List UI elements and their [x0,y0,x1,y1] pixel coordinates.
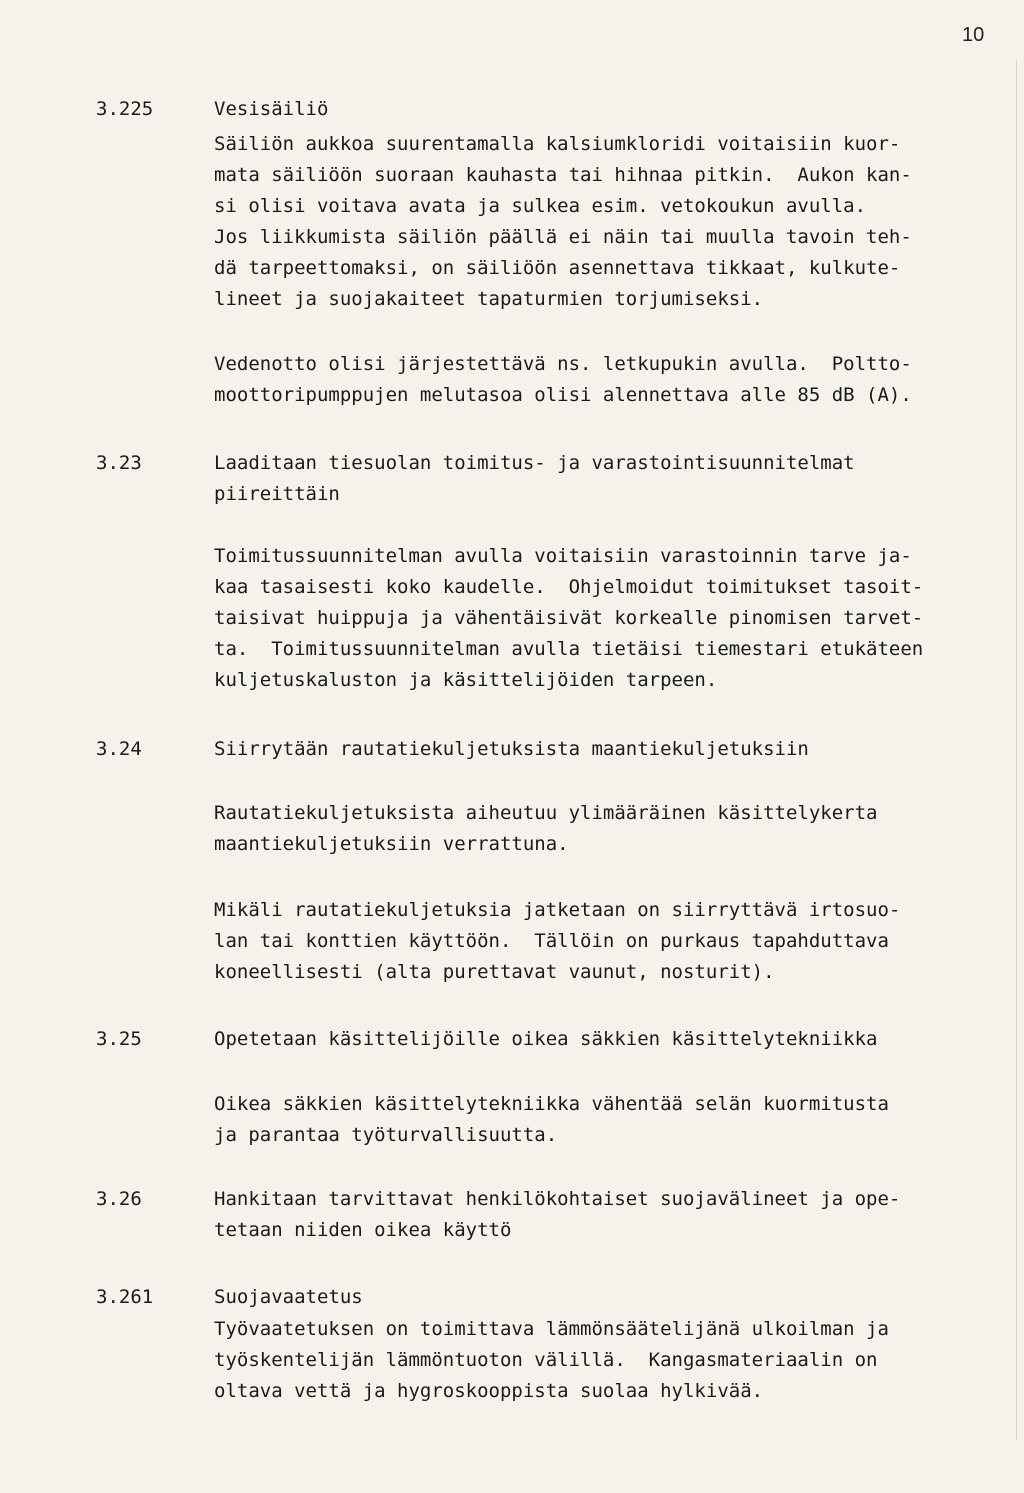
section-number: 3.225 [96,98,154,120]
paragraph-line: si olisi voitava avata ja sulkea esim. vetokoukun avulla. [214,195,867,217]
paragraph-line: kaa tasaisesti koko kaudelle. Ohjelmoidut toimitukset tasoit- [214,576,924,598]
paragraph-line: koneellisesti (alta purettavat vaunut, nosturit). [214,961,775,983]
section-heading: piireittäin [214,483,340,505]
paragraph-line: Säiliön aukkoa suurentamalla kalsiumkloridi voitaisiin kuor- [214,133,901,155]
section-number: 3.261 [96,1286,154,1308]
paragraph-line: työskentelijän lämmöntuoton välillä. Kangasmateriaalin on [214,1349,878,1371]
page-number: 10 [962,24,985,46]
paragraph-line: Vedenotto olisi järjestettävä ns. letkupukin avulla. Poltto- [214,353,912,375]
section-heading: Siirrytään rautatiekuljetuksista maantiekuljetuksiin [214,738,809,760]
section-number: 3.26 [96,1188,142,1210]
paragraph-line: maantiekuljetuksiin verrattuna. [214,833,569,855]
section-number: 3.24 [96,738,142,760]
section-heading: Laaditaan tiesuolan toimitus- ja varastointisuunnitelmat [214,452,855,474]
paragraph-line: lineet ja suojakaiteet tapaturmien torjumiseksi. [214,288,764,310]
section-heading: tetaan niiden oikea käyttö [214,1219,512,1241]
paragraph-line: mata säiliöön suoraan kauhasta tai hihnaa pitkin. Aukon kan- [214,164,912,186]
paragraph-line: taisivat huippuja ja vähentäisivät korkealle pinomisen tarvet- [214,607,924,629]
section-heading: Opetetaan käsittelijöille oikea säkkien käsittelytekniikka [214,1028,878,1050]
paragraph-line: dä tarpeettomaksi, on säiliöön asennettava tikkaat, kulkute- [214,257,901,279]
paragraph-line: kuljetuskaluston ja käsittelijöiden tarpeen. [214,669,718,691]
section-number: 3.23 [96,452,142,474]
paragraph-line: Rautatiekuljetuksista aiheutuu ylimääräinen käsittelykerta [214,802,878,824]
paragraph-line: Jos liikkumista säiliön päällä ei näin tai muulla tavoin teh- [214,226,912,248]
section-heading: Hankitaan tarvittavat henkilökohtaiset suojavälineet ja ope- [214,1188,901,1210]
paragraph-line: oltava vettä ja hygroskooppista suolaa hylkivää. [214,1380,764,1402]
paragraph-line: ja parantaa työturvallisuutta. [214,1124,558,1146]
paragraph-line: Työvaatetuksen on toimittava lämmönsäätelijänä ulkoilman ja [214,1318,889,1340]
paragraph-line: moottoripumppujen melutasoa olisi alennettava alle 85 dB (A). [214,384,912,406]
paragraph-line: Mikäli rautatiekuljetuksia jatketaan on siirryttävä irtosuo- [214,899,901,921]
section-heading: Suojavaatetus [214,1286,363,1308]
section-number: 3.25 [96,1028,142,1050]
paragraph-line: lan tai konttien käyttöön. Tällöin on purkaus tapahduttava [214,930,889,952]
paragraph-line: ta. Toimitussuunnitelman avulla tietäisi tiemestari etukäteen [214,638,924,660]
paragraph-line: Toimitussuunnitelman avulla voitaisiin varastoinnin tarve ja- [214,545,912,567]
section-heading: Vesisäiliö [214,98,329,120]
page-edge-rule [1016,60,1017,1440]
paragraph-line: Oikea säkkien käsittelytekniikka vähentää selän kuormitusta [214,1093,889,1115]
